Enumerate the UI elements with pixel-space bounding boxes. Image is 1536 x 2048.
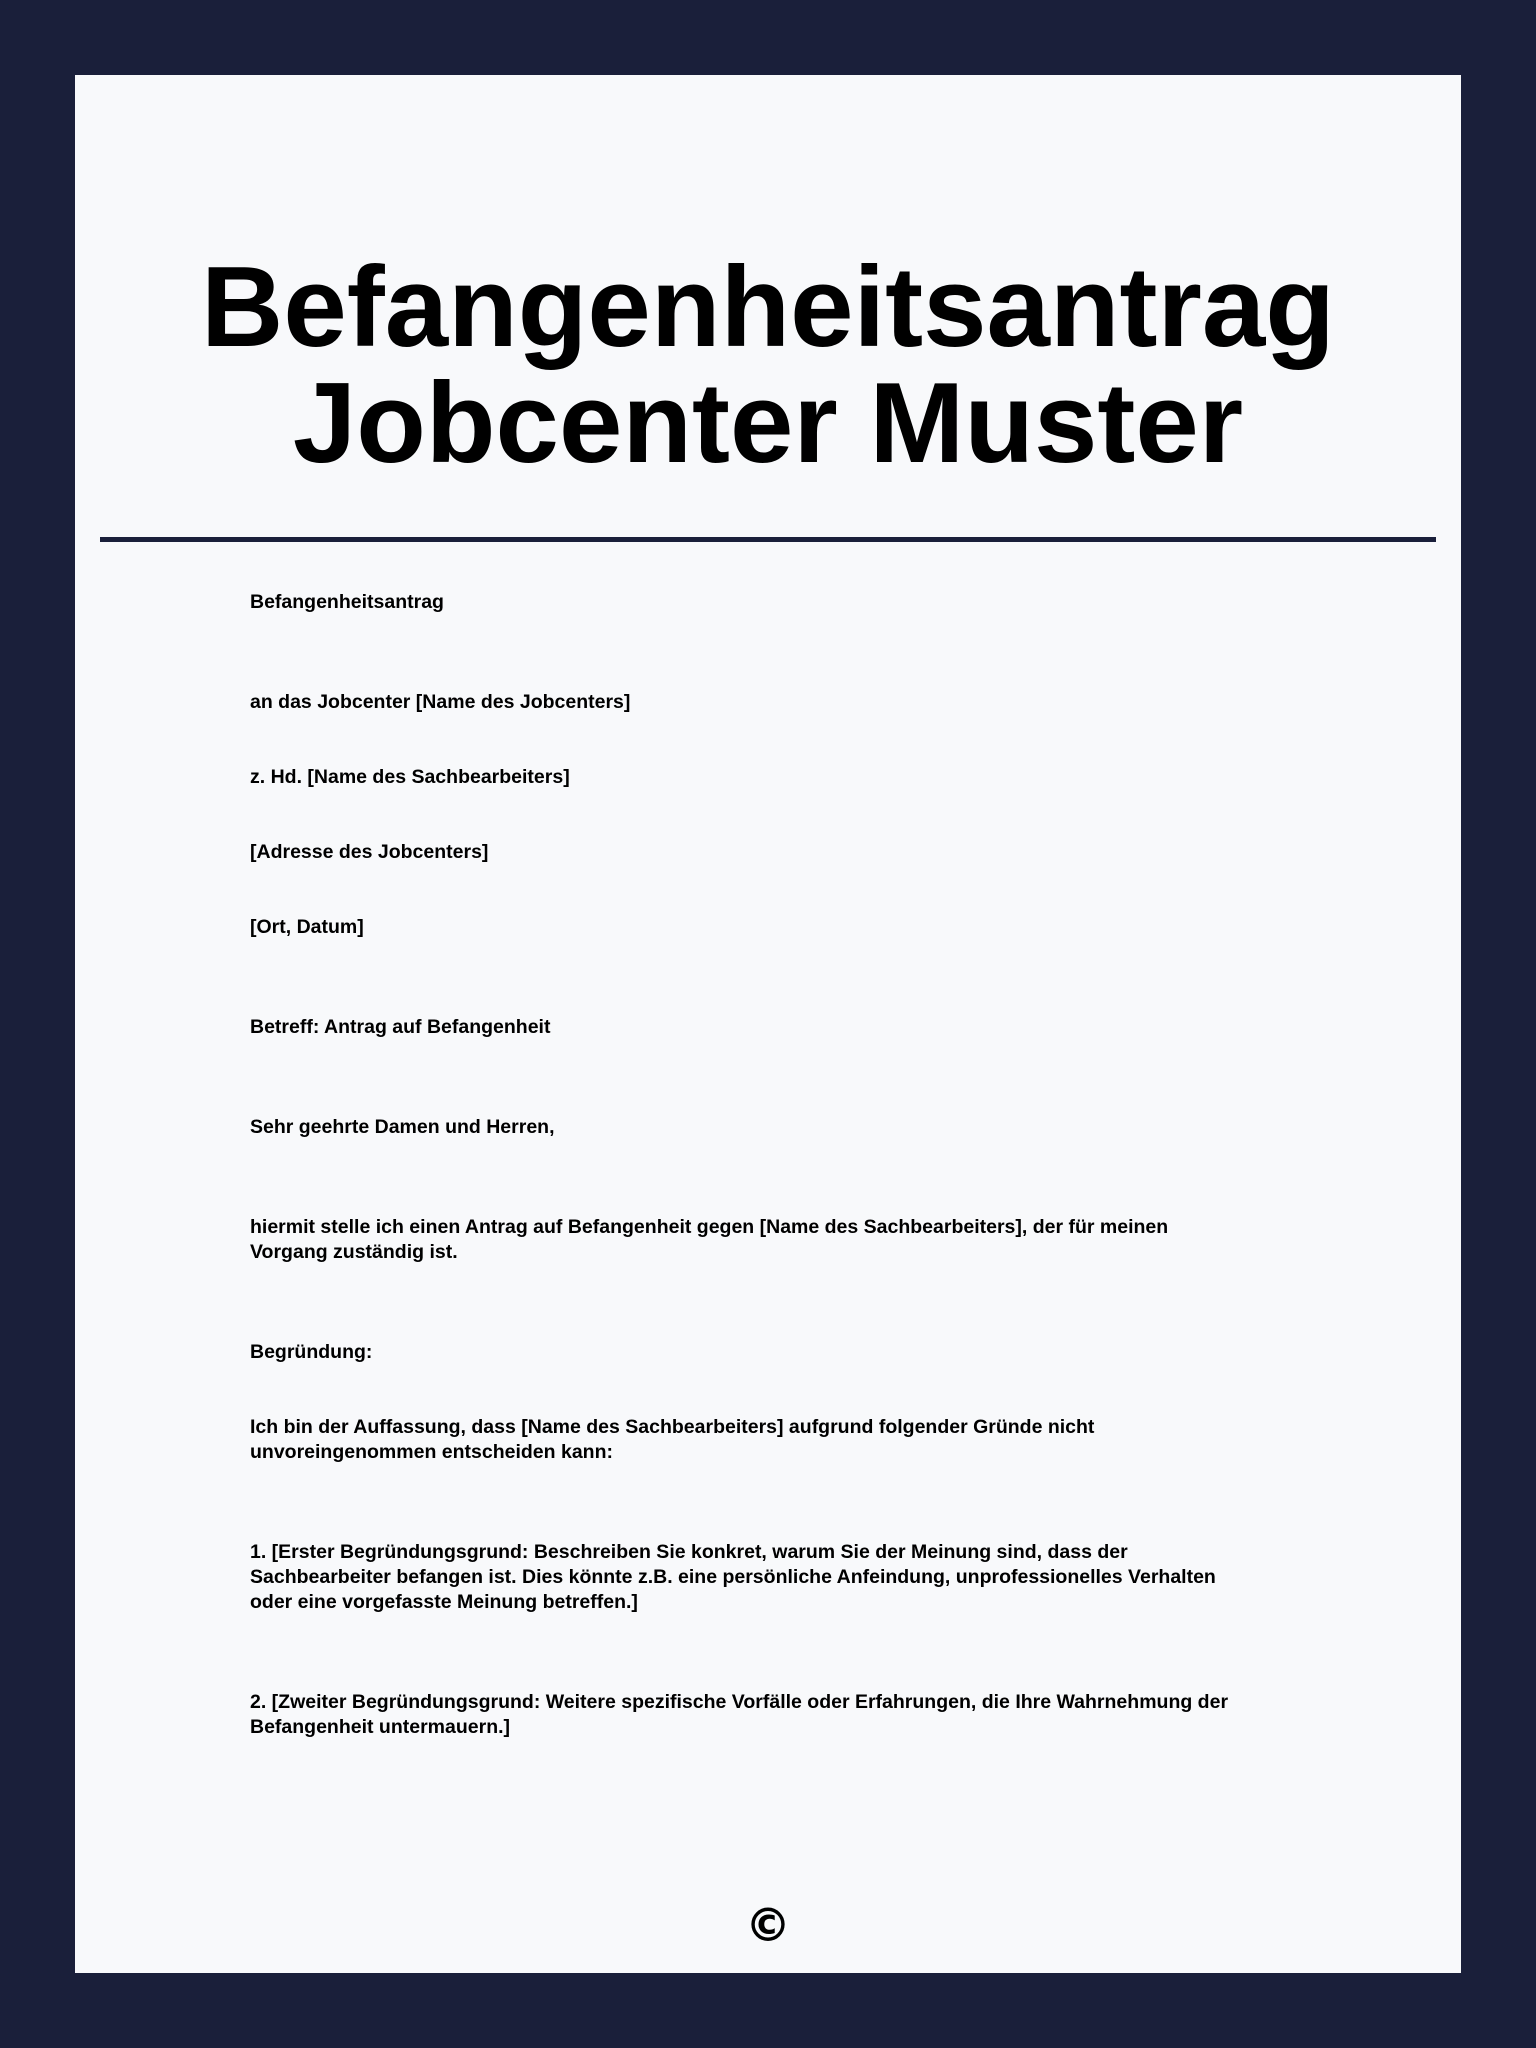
heading-paragraph: Befangenheitsantrag — [250, 591, 444, 613]
reason-2-paragraph: 2. [Zweiter Begründungsgrund: Weitere spezifische Vorfälle oder Erfahrungen, die Ihre Wahrnehmung der Befangenheit untermauern.] — [250, 1691, 1229, 1738]
request-paragraph: hiermit stelle ich einen Antrag auf Befangenheit gegen [Name des Sachbearbeiters], der für meinen Vorgang zuständig ist. — [250, 1216, 1169, 1263]
copyright-symbol: © — [745, 1898, 791, 1952]
subject-paragraph: Betreff: Antrag auf Befangenheit — [250, 1016, 551, 1038]
reason-heading: Begründung: — [250, 1341, 373, 1363]
document-title — [75, 244, 1461, 487]
salutation-paragraph: Sehr geehrte Damen und Herren, — [250, 1116, 555, 1138]
title-line-1: Befangenheitsantrag — [201, 244, 1335, 371]
recipient-paragraph: an das Jobcenter [Name des Jobcenters] — [250, 691, 631, 713]
title-divider — [100, 537, 1436, 542]
reason-1-paragraph: 1. [Erster Begründungsgrund: Beschreiben Sie konkret, warum Sie der Meinung sind, dass der Sachbearbeiter befangen ist. Dies könnte z.B. eine persönliche Anfeindung, unprofessionelles Verhalten oder eine vorgefasste Meinung betreffen.] — [250, 1541, 1216, 1613]
attention-paragraph: z. Hd. [Name des Sachbearbeiters] — [250, 766, 570, 788]
address-paragraph: [Adresse des Jobcenters] — [250, 841, 489, 863]
opinion-paragraph: Ich bin der Auffassung, dass [Name des Sachbearbeiters] aufgrund folgender Gründe nicht unvoreingenommen entscheiden kann: — [250, 1416, 1095, 1463]
title-line-2: Jobcenter Muster — [292, 360, 1244, 487]
place-date-paragraph: [Ort, Datum] — [250, 916, 364, 938]
document-page — [75, 75, 1461, 1973]
